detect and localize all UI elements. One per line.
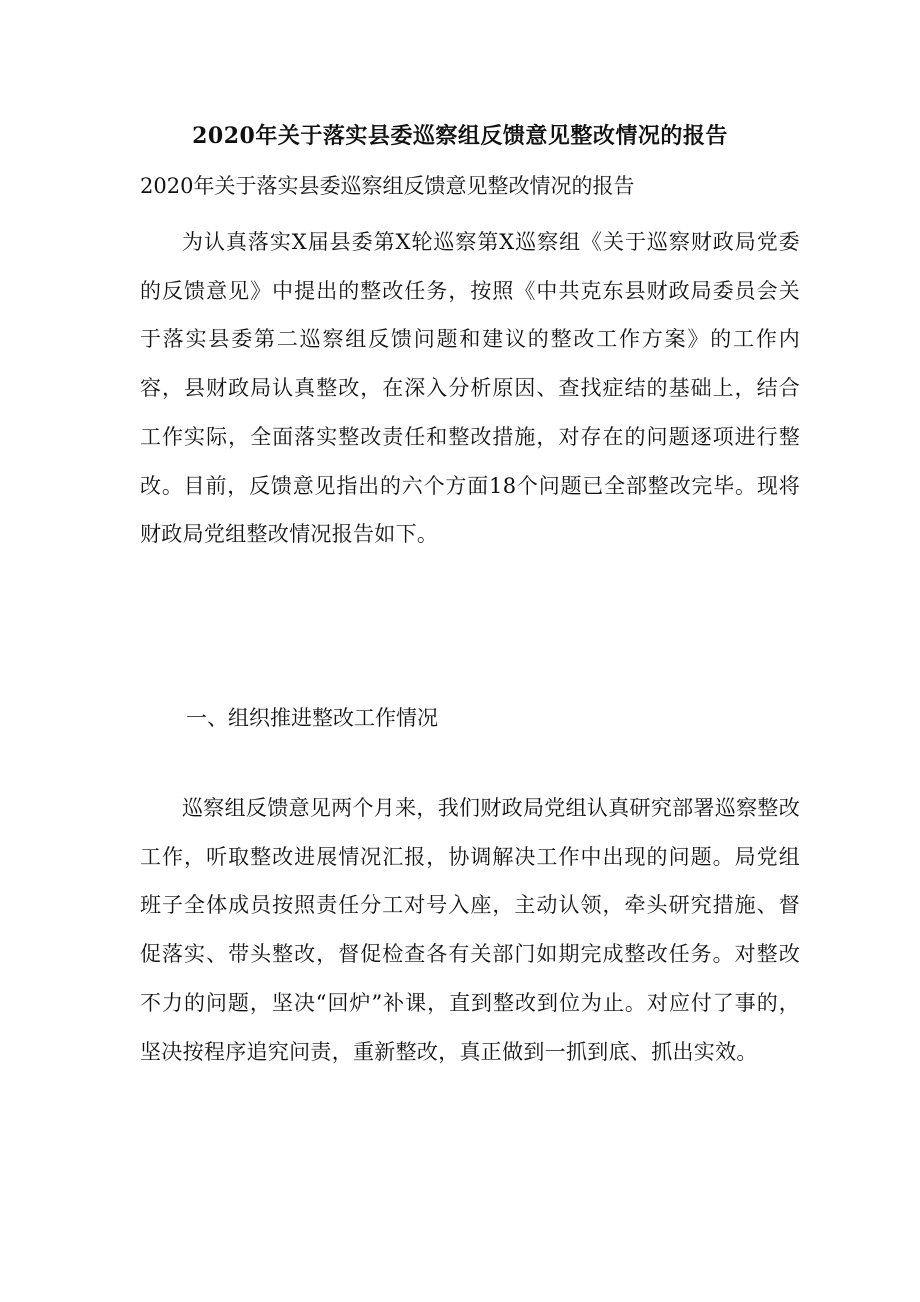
section-heading: 一、组织推进整改工作情况 [186, 706, 438, 730]
intro-paragraph: 为认真落实X届县委第X轮巡察第X巡察组《关于巡察财政局党委的反馈意见》中提出的整改任务，按照《中共克东县财政局委员会关于落实县委第二巡察组反馈问题和建议的整改工作方案》的工作内容，县财政局认真整改，在深入分析原因、查找症结的基础上，结合工作实际，全面落实整改责任和整改措施，对存在的问题逐项进行整改。目前，反馈意见指出的六个方面18个问题已全部整改完毕。现将财政局党组整改情况报告如下。 [140, 230, 800, 547]
body-paragraph: 巡察组反馈意见两个月来，我们财政局党组认真研究部署巡察整改工作，听取整改进展情况汇报，协调解决工作中出现的问题。局党组班子全体成员按照责任分工对号入座，主动认领，牵头研究措施、督促落实、带头整改，督促检查各有关部门如期完成整改任务。对整改不力的问题，坚决“回炉”补课，直到整改到位为止。对应付了事的，坚决按程序追究问责，重新整改，真正做到一抓到底、抓出实效。 [140, 796, 800, 1064]
document-subtitle: 2020年关于落实县委巡察组反馈意见整改情况的报告 [140, 174, 635, 198]
document-title: 2020年关于落实县委巡察组反馈意见整改情况的报告 [192, 123, 728, 149]
